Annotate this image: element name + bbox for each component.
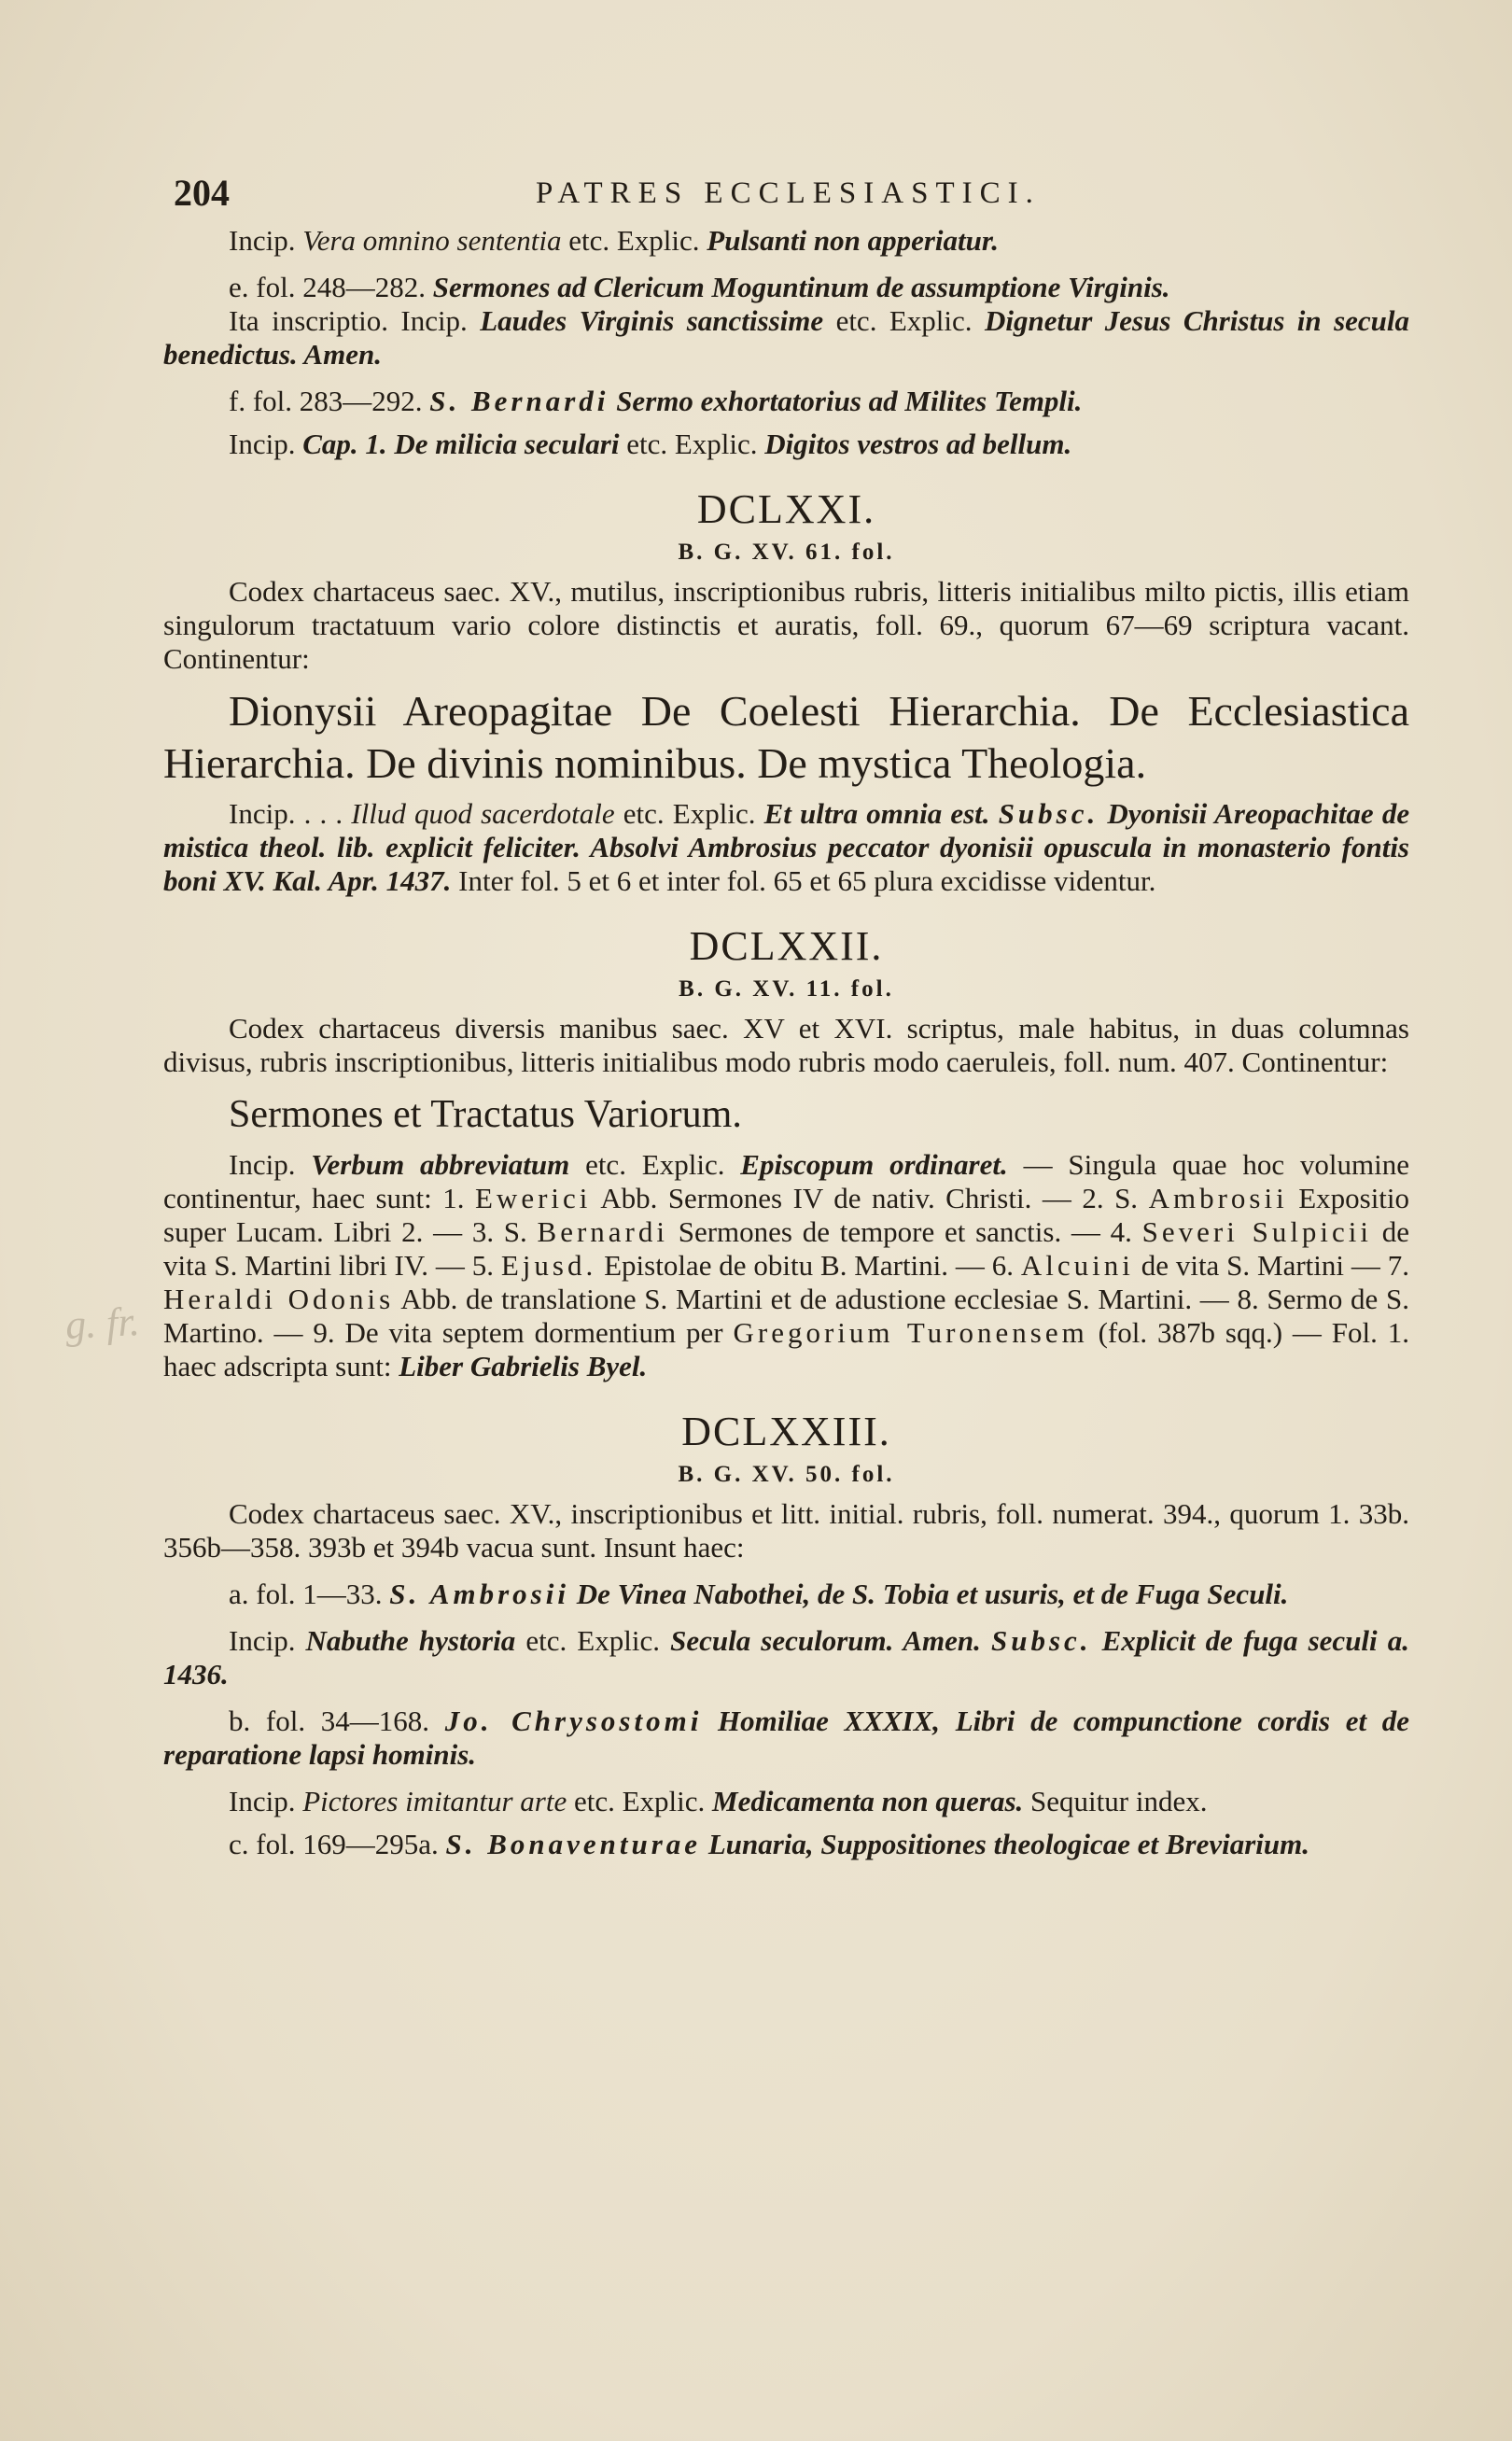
- shelfmark: B. G. XV. 61. fol.: [678, 540, 895, 565]
- shelfmark: B. G. XV. 50. fol.: [678, 1462, 895, 1487]
- incipit-line: Incip. Cap. 1. De milicia seculari etc. Explic. Digitos vestros ad bellum.: [229, 428, 1072, 460]
- content-item-a: a. fol. 1—33. S. Ambrosii De Vinea Nabothei, de S. Tobia et usuris, et de Fuga Seculi.: [229, 1578, 1289, 1610]
- content-item-f: f. fol. 283—292. S. Bernardi Sermo exhortatorius ad Milites Templi.: [229, 385, 1083, 417]
- codex-description: Codex chartaceus saec. XV., inscriptionibus et litt. initial. rubris, foll. numerat. 394., quorum 1. 33b. 356b—358. 393b et 394b vacua sunt. Insunt haec:: [163, 1497, 1409, 1564]
- incipit-line: Incip. Nabuthe hystoria etc. Explic. Secula seculorum. Amen. Subsc. Explicit de fuga seculi a. 1436.: [163, 1624, 1409, 1690]
- shelfmark: B. G. XV. 11. fol.: [679, 976, 894, 1002]
- codex-number: DCLXXII.: [689, 923, 884, 969]
- codex-number: DCLXXIII.: [681, 1409, 891, 1454]
- incipit-line: Incip. . . . Illud quod sacerdotale etc. Explic. Et ultra omnia est. Subsc. Dyonisii Areopachitae de mistica theol. lib. explicit feliciter. Absolvi Ambrosius peccator dyonisii opuscula in monasterio fontis boni XV. Kal. Apr. 1437. Inter fol. 5 et 6 et inter fol. 65 et 65 plura excidisse videntur.: [163, 797, 1410, 897]
- content-item-b: b. fol. 34—168. Jo. Chrysostomi Homiliae XXXIX, Libri de compunctione cordis et de reparatione lapsi hominis.: [163, 1704, 1409, 1771]
- page-content: [163, 224, 1409, 1861]
- content-item-e: e. fol. 248—282. Sermones ad Clericum Moguntinum de assumptione Virginis.: [229, 271, 1170, 303]
- running-title: PATRES ECCLESIASTICI.: [536, 176, 1041, 210]
- work-title: Dionysii Areopagitae De Coelesti Hierarchia. De Ecclesiastica Hierarchia. De divinis nominibus. De mystica Theologia.: [163, 687, 1409, 787]
- content-item-c: c. fol. 169—295a. S. Bonaventurae Lunaria, Suppositiones theologicae et Breviarium.: [229, 1828, 1310, 1860]
- contents-list: Incip. Verbum abbreviatum etc. Explic. Episcopum ordinaret. — Singula quae hoc volumine continentur, haec sunt: 1. Ewerici Abb. Sermones IV de nativ. Christi. — 2. S. Ambrosii Expositio super Lucam. Libri 2. — 3. S. Bernardi Sermones de tempore et sanctis. — 4. Severi Sulpicii de vita S. Martini libri IV. — 5. Ejusd. Epistolae de obitu B. Martini. — 6. Alcuini de vita S. Martini — 7. Heraldi Odonis Abb. de translatione S. Martini et de adustione ecclesiae S. Martini. — 8. Sermo de S. Martino. — 9. De vita septem dormentium per Gregorium Turonensem (fol. 387b sqq.) — Fol. 1. haec adscripta sunt: Liber Gabrielis Byel.: [163, 1148, 1410, 1382]
- margin-pencil-note: g. fr.: [63, 1298, 141, 1349]
- codex-description: Codex chartaceus diversis manibus saec. XV et XVI. scriptus, male habitus, in duas columnas divisus, rubris inscriptionibus, litteris initialibus modo rubris modo caeruleis, foll. num. 407. Continentur:: [163, 1012, 1409, 1078]
- work-title: Sermones et Tractatus Variorum.: [229, 1093, 742, 1136]
- incipit-line: Ita inscriptio. Incip. Laudes Virginis sanctissime etc. Explic. Dignetur Jesus Christus in secula benedictus. Amen.: [163, 304, 1410, 371]
- page-number: 204: [174, 172, 230, 214]
- incipit-line: Incip. Pictores imitantur arte etc. Explic. Medicamenta non queras. Sequitur index.: [229, 1785, 1208, 1817]
- codex-number: DCLXXI.: [696, 486, 876, 532]
- incipit-line: Incip. Vera omnino sententia etc. Explic. Pulsanti non apperiatur.: [229, 224, 999, 257]
- codex-description: Codex chartaceus saec. XV., mutilus, inscriptionibus rubris, litteris initialibus milto pictis, illis etiam singulorum tractatuum vario colore distinctis et auratis, foll. 69., quorum 67—69 scriptura vacant. Continentur:: [163, 575, 1409, 675]
- page-header: [174, 171, 1387, 227]
